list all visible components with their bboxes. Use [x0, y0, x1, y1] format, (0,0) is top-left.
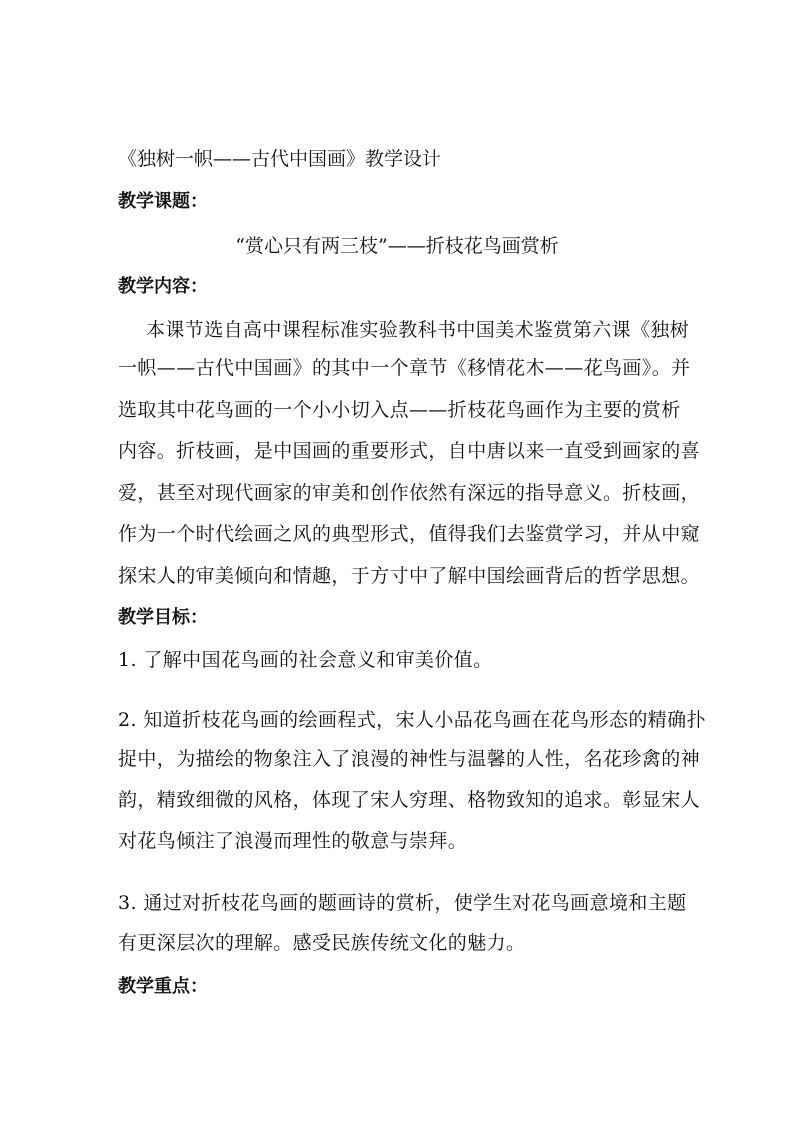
content-line-5: 爱，甚至对现代画家的审美和创作依然有深远的指导意义。折枝画，: [118, 482, 701, 504]
content-line-1: 本课节选自高中课程标准实验教科书中国美术鉴赏第六课《独树: [146, 319, 690, 341]
document-title: 《独树一帜——古代中国画》教学设计: [118, 148, 442, 170]
topic-subtitle: “赏心只有两三枝”——折枝花鸟画赏析: [235, 235, 559, 257]
content-line-3: 选取其中花鸟画的一个小小切入点——折枝花鸟画作为主要的赏析: [118, 399, 681, 421]
goal-1: 1. 了解中国花鸟画的社会意义和审美价值。: [118, 649, 493, 671]
heading-content: 教学内容：: [118, 276, 208, 297]
content-line-6: 作为一个时代绘画之风的典型形式，值得我们去鉴赏学习，并从中窥: [118, 523, 701, 545]
goal-2-line-1: 2. 知道折枝花鸟画的绘画程式，宋人小品花鸟画在花鸟形态的精确扑: [118, 709, 706, 731]
content-line-2: 一帜——古代中国画》的其中一个章节《移情花木——花鸟画》。并: [118, 357, 691, 379]
heading-key-points: 教学重点：: [118, 976, 208, 997]
content-line-7: 探宋人的审美倾向和情趣，于方寸中了解中国绘画背后的哲学思想。: [118, 565, 701, 587]
goal-2-line-4: 对花鸟倾注了浪漫而理性的敬意与崇拜。: [118, 830, 468, 852]
content-line-4: 内容。折枝画，是中国画的重要形式，自中唐以来一直受到画家的喜: [118, 440, 701, 462]
heading-topic: 教学课题：: [118, 191, 208, 212]
goal-2-line-2: 捉中，为描绘的物象注入了浪漫的神性与温馨的人性，名花珍禽的神: [118, 748, 701, 770]
goal-3-line-2: 有更深层次的理解。感受民族传统文化的魅力。: [118, 932, 526, 954]
goal-2-line-3: 韵，精致细微的风格，体现了宋人穷理、格物致知的追求。彰显宋人: [118, 789, 701, 811]
goal-3-line-1: 3. 通过对折枝花鸟画的题画诗的赏析，使学生对花鸟画意境和主题: [118, 892, 687, 914]
heading-goals: 教学目标：: [118, 607, 208, 628]
